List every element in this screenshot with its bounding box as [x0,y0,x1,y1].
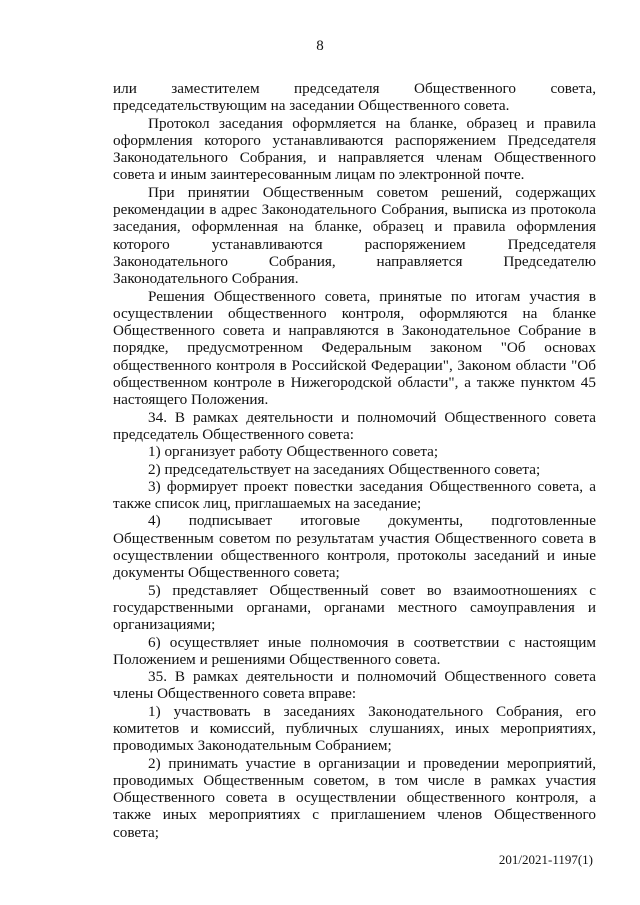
paragraph-protocol: Протокол заседания оформляется на бланке, образец и правила оформления которого устанавливаются распоряжением Председателя Законодательного Собрания, и направляется членам Общественного совета и иным заинтересованным лицам по электронной почте. [113,114,596,184]
clause-35-item-1: 1) участвовать в заседаниях Законодательного Собрания, его комитетов и комиссий, публичных слушаниях, иных мероприятиях, проводимых Законодательным Собранием; [113,702,596,755]
clause-35-item-2: 2) принимать участие в организации и проведении мероприятий, проводимых Общественным советом, в том числе в рамках участия Общественного совета в осуществлении общественного контроля, а также иных мероприятиях с приглашением членов Общественного совета; [113,754,596,841]
clause-34-item-1: 1) организует работу Общественного совета; [148,443,439,461]
clause-34-heading: 34. В рамках деятельности и полномочий Общественного совета председатель Общественного совета: [113,408,596,443]
clause-34-item-5: 5) представляет Общественный совет во взаимоотношениях с государственными органами, органами местного самоуправления и организациями; [113,581,596,634]
document-body [113,80,596,841]
clause-34-item-2: 2) председательствует на заседаниях Общественного совета; [148,460,541,478]
document-code: 201/2021-1197(1) [498,852,593,867]
clause-34-item-4: 4) подписывает итоговые документы, подготовленные Общественным советом по результатам участия Общественного совета в осуществлении общественного контроля, протоколы заседаний и иные документы Общественного совета; [113,512,596,582]
paragraph-recommendations: При принятии Общественным советом решений, содержащих рекомендации в адрес Законодательного Собрания, выписка из протокола заседания, оформленная на бланке, образец и правила оформления которого устанавливаются распоряжением Председателя Законодательного Собрания, направляется Председателю Законодательного Собрания. [113,183,596,288]
page-number: 8 [316,38,324,54]
paragraph-public-control-decisions: Решения Общественного совета, принятые по итогам участия в осуществлении общественного контроля, оформляются на бланке Общественного совета и направляются в Законодательное Собрание в порядке, предусмотренном Федеральным законом "Об основах общественного контроля в Российской Федерации", Законом области "Об общественном контроле в Нижегородской области", а также пунктом 45 настоящего Положения. [113,287,596,409]
clause-35-heading: 35. В рамках деятельности и полномочий Общественного совета члены Общественного совета вправе: [113,668,596,703]
paragraph-continuation: или заместителем председателя Общественного совета, председательствующим на заседании Общественного совета. [113,80,596,115]
clause-34-item-3: 3) формирует проект повестки заседания Общественного совета, а также список лиц, приглашаемых на заседание; [113,477,596,513]
clause-34-item-6: 6) осуществляет иные полномочия в соответствии с настоящим Положением и решениями Общественного совета. [113,633,596,668]
